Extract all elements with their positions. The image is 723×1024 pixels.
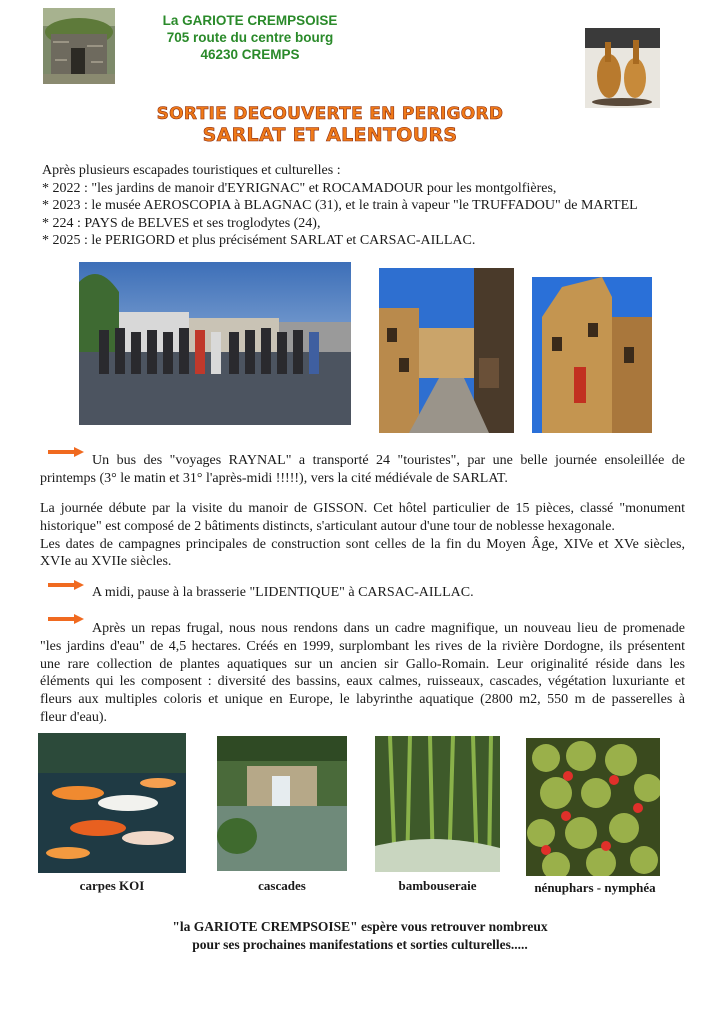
group-photo [79, 262, 351, 425]
closing-message [100, 918, 620, 954]
water-lilies-photo [526, 738, 660, 876]
intro-text [42, 162, 702, 250]
caption-bamboo: bambouseraie [398, 878, 477, 893]
paragraph-line: Un bus des "voyages RAYNAL" a transporté 24 "touristes", par une belle journée ensoleillée de [92, 453, 685, 468]
intro-item: * 224 : PAYS de BELVES et ses troglodytes (24), [42, 215, 321, 231]
paragraph-line: fleur d'eau). [40, 709, 108, 725]
bamboo-grove-photo [375, 736, 500, 872]
closing-line-2: pour ses prochaines manifestations et sorties culturelles..... [192, 937, 528, 952]
paragraph-line: Après un repas frugal, nous nous rendons dans un cadre magnifique, un nouveau lieu de promenade [92, 621, 685, 636]
page-title [100, 104, 560, 146]
paragraph-line: Les dates de campagnes principales de construction sont celles de la fin du Moyen Âge, XIVe et XVe siècles, [40, 536, 685, 552]
paragraph-gisson [40, 500, 685, 571]
title-line-2: SARLAT ET ALENTOURS [202, 124, 458, 146]
paragraph-line: printemps (3° le matin et 31° l'après-midi !!!!!), vers la cité médiévale de SARLAT. [40, 470, 508, 486]
intro-lead: Après plusieurs escapades touristiques et culturelles : [42, 163, 341, 178]
paragraph-line: éléments qui les composent : diversité des bassins, eaux calmes, ruisseaux, cascades, végétation luxuriante et [40, 674, 685, 690]
wooden-sculpture-photo [585, 28, 660, 108]
association-header [150, 12, 350, 63]
intro-item: * 2025 : le PERIGORD et plus précisément SARLAT et CARSAC-AILLAC. [42, 233, 476, 249]
intro-item: * 2022 : "les jardins de manoir d'EYRIGNAC" et ROCAMADOUR pour les montgolfières, [42, 180, 557, 196]
intro-item: * 2023 : le musée AEROSCOPIA à BLAGNAC (31), et le train à vapeur "le TRUFFADOU" de MARTEL [42, 198, 638, 214]
paragraph-gardens [40, 620, 685, 727]
gariote-hut-photo [43, 8, 115, 84]
paragraph-lunch [40, 584, 685, 602]
koi-carp-photo [38, 733, 186, 873]
caption-water-lilies: nénuphars - nymphéa [534, 880, 656, 895]
paragraph-line: une rare collection de plantes aquatiques sur un ancien sir Gallo-Romain. Leur originalité réside dans les [40, 656, 685, 672]
caption-koi: carpes KOI [79, 878, 145, 893]
org-name: La GARIOTE CREMPSOISE [162, 13, 338, 28]
paragraph-line: La journée débute par la visite du manoir de GISSON. Cet hôtel particulier de 15 pièces, classé "monument [40, 501, 685, 516]
medieval-tower-photo [532, 277, 652, 433]
caption-cascades: cascades [258, 878, 306, 893]
org-address: 705 route du centre bourg [166, 30, 334, 45]
cascades-photo [217, 736, 347, 871]
paragraph-line: A midi, pause à la brasserie "LIDENTIQUE" à CARSAC-AILLAC. [92, 585, 474, 600]
title-line-1: SORTIE DECOUVERTE EN PERIGORD [156, 104, 504, 124]
paragraph-line: historique" est composé de 2 bâtiments distincts, s'articulant autour d'une tour de noblesse hexagonale. [40, 518, 615, 534]
paragraph-line: XVIe au XVIIe siècles. [40, 554, 172, 570]
paragraph-line: "les jardins d'eau" de 4,5 hectares. Créés en 1999, surplombant les rives de la rivière Dordogne, ils présentent [40, 638, 685, 654]
org-postcode-city: 46230 CREMPS [200, 47, 300, 62]
sarlat-street-photo [379, 268, 514, 433]
paragraph-line: fleurs aux multiples coloris et unique en Europe, le labyrinthe aquatique (2800 m2, 550 m de passerelles à [40, 692, 685, 708]
paragraph-bus [40, 452, 685, 488]
closing-line-1: "la GARIOTE CREMPSOISE" espère vous retrouver nombreux [172, 919, 548, 934]
